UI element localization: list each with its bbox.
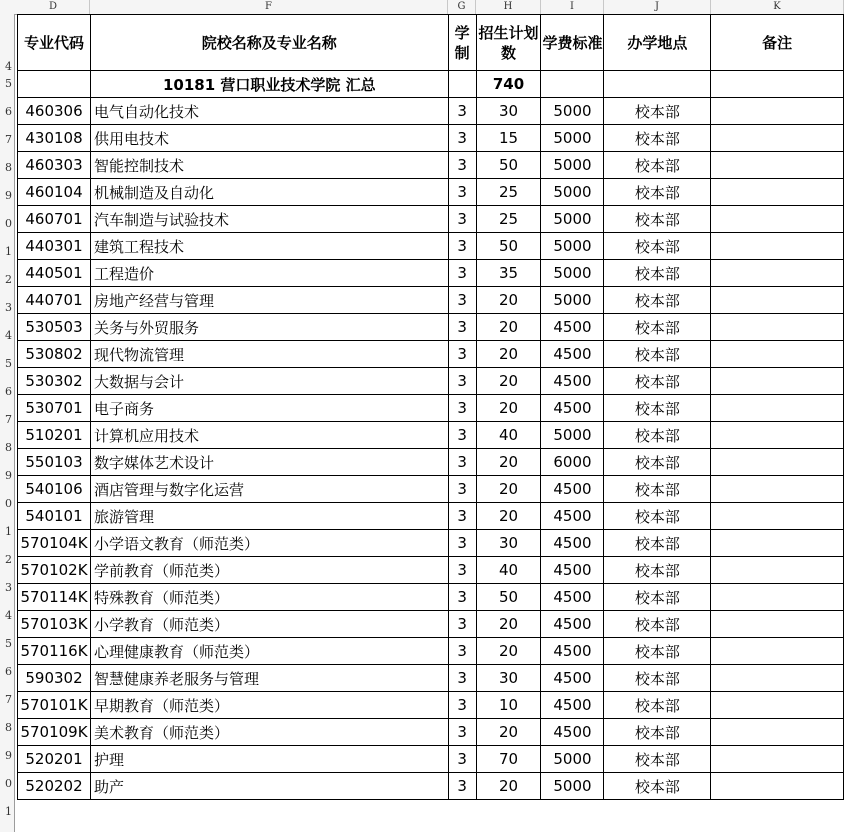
- row-number[interactable]: 6: [5, 105, 12, 118]
- row-number[interactable]: 8: [5, 161, 12, 174]
- code-cell[interactable]: 570116K: [18, 638, 91, 665]
- name-cell[interactable]: 电气自动化技术: [90, 98, 448, 125]
- column-header-f[interactable]: F: [90, 0, 448, 14]
- header-name[interactable]: 院校名称及专业名称: [90, 15, 448, 71]
- table-row: [18, 665, 844, 692]
- note-cell[interactable]: [711, 341, 844, 368]
- location-cell[interactable]: 校本部: [604, 422, 711, 449]
- years-cell[interactable]: 3: [448, 503, 476, 530]
- fee-cell[interactable]: 5000: [541, 233, 604, 260]
- column-header-d[interactable]: D: [17, 0, 90, 14]
- code-cell[interactable]: 540101: [18, 503, 91, 530]
- name-cell[interactable]: 房地产经营与管理: [90, 287, 448, 314]
- fee-cell[interactable]: 4500: [541, 692, 604, 719]
- row-number[interactable]: 9: [5, 749, 12, 762]
- summary-plan-cell[interactable]: 740: [476, 71, 541, 98]
- years-cell[interactable]: 3: [448, 746, 476, 773]
- table-row: [18, 476, 844, 503]
- fee-cell[interactable]: 4500: [541, 665, 604, 692]
- row-number[interactable]: 2: [5, 273, 12, 286]
- plan-cell[interactable]: 20: [476, 314, 541, 341]
- note-cell[interactable]: [711, 422, 844, 449]
- row-number[interactable]: 6: [5, 385, 12, 398]
- note-cell[interactable]: [711, 503, 844, 530]
- name-cell[interactable]: 早期教育（师范类）: [90, 692, 448, 719]
- table-row: [18, 287, 844, 314]
- years-cell[interactable]: 3: [448, 665, 476, 692]
- column-header-j[interactable]: J: [604, 0, 711, 14]
- code-cell[interactable]: 570101K: [18, 692, 91, 719]
- note-cell[interactable]: [711, 584, 844, 611]
- table-row: [18, 179, 844, 206]
- table-row: [18, 584, 844, 611]
- note-cell[interactable]: [711, 368, 844, 395]
- plan-cell[interactable]: 30: [476, 98, 541, 125]
- plan-cell[interactable]: 25: [476, 179, 541, 206]
- plan-cell[interactable]: 20: [476, 368, 541, 395]
- note-cell[interactable]: [711, 260, 844, 287]
- location-cell[interactable]: 校本部: [604, 206, 711, 233]
- name-cell[interactable]: 现代物流管理: [90, 341, 448, 368]
- code-cell[interactable]: 440301: [18, 233, 91, 260]
- row-number[interactable]: 3: [5, 581, 12, 594]
- location-cell[interactable]: 校本部: [604, 773, 711, 800]
- code-cell[interactable]: 460701: [18, 206, 91, 233]
- table-row: [18, 368, 844, 395]
- years-cell[interactable]: 3: [448, 719, 476, 746]
- note-cell[interactable]: [711, 449, 844, 476]
- row-number[interactable]: 4: [5, 329, 12, 342]
- name-cell[interactable]: 心理健康教育（师范类）: [90, 638, 448, 665]
- note-cell[interactable]: [711, 206, 844, 233]
- column-header-k[interactable]: K: [711, 0, 844, 14]
- column-header-bar: [0, 0, 844, 15]
- name-cell[interactable]: 机械制造及自动化: [90, 179, 448, 206]
- header-row: [18, 15, 844, 71]
- location-cell[interactable]: 校本部: [604, 611, 711, 638]
- header-fee[interactable]: 学费标准: [541, 15, 604, 71]
- years-cell[interactable]: 3: [448, 422, 476, 449]
- plan-cell[interactable]: 20: [476, 476, 541, 503]
- fee-cell[interactable]: 5000: [541, 98, 604, 125]
- location-cell[interactable]: 校本部: [604, 476, 711, 503]
- code-cell[interactable]: 550103: [18, 449, 91, 476]
- plan-cell[interactable]: 20: [476, 611, 541, 638]
- plan-cell[interactable]: 20: [476, 773, 541, 800]
- summary-code-cell[interactable]: [18, 71, 91, 98]
- name-cell[interactable]: 计算机应用技术: [90, 422, 448, 449]
- table-row: [18, 98, 844, 125]
- fee-cell[interactable]: 5000: [541, 179, 604, 206]
- fee-cell[interactable]: 4500: [541, 476, 604, 503]
- location-cell[interactable]: 校本部: [604, 179, 711, 206]
- location-cell[interactable]: 校本部: [604, 98, 711, 125]
- code-cell[interactable]: 430108: [18, 125, 91, 152]
- row-number[interactable]: 9: [5, 189, 12, 202]
- summary-fee-cell[interactable]: [541, 71, 604, 98]
- row-number[interactable]: 7: [5, 133, 12, 146]
- plan-cell[interactable]: 15: [476, 125, 541, 152]
- table-row: [18, 692, 844, 719]
- name-cell[interactable]: 学前教育（师范类）: [90, 557, 448, 584]
- fee-cell[interactable]: 4500: [541, 557, 604, 584]
- name-cell[interactable]: 小学语文教育（师范类）: [90, 530, 448, 557]
- fee-cell[interactable]: 4500: [541, 368, 604, 395]
- fee-cell[interactable]: 5000: [541, 746, 604, 773]
- location-cell[interactable]: 校本部: [604, 638, 711, 665]
- row-number[interactable]: 8: [5, 441, 12, 454]
- location-cell[interactable]: 校本部: [604, 341, 711, 368]
- name-cell[interactable]: 美术教育（师范类）: [90, 719, 448, 746]
- note-cell[interactable]: [711, 611, 844, 638]
- summary-row: [18, 71, 844, 98]
- note-cell[interactable]: [711, 233, 844, 260]
- row-header-column: [0, 14, 15, 832]
- years-cell[interactable]: 3: [448, 584, 476, 611]
- years-cell[interactable]: 3: [448, 206, 476, 233]
- code-cell[interactable]: 440501: [18, 260, 91, 287]
- plan-cell[interactable]: 20: [476, 449, 541, 476]
- row-number[interactable]: 7: [5, 413, 12, 426]
- code-cell[interactable]: 460303: [18, 152, 91, 179]
- fee-cell[interactable]: 4500: [541, 503, 604, 530]
- note-cell[interactable]: [711, 152, 844, 179]
- fee-cell[interactable]: 5000: [541, 422, 604, 449]
- code-cell[interactable]: 520202: [18, 773, 91, 800]
- years-cell[interactable]: 3: [448, 530, 476, 557]
- years-cell[interactable]: 3: [448, 125, 476, 152]
- name-cell[interactable]: 特殊教育（师范类）: [90, 584, 448, 611]
- header-location[interactable]: 办学地点: [604, 15, 711, 71]
- table-row: [18, 260, 844, 287]
- plan-cell[interactable]: 20: [476, 719, 541, 746]
- fee-cell[interactable]: 4500: [541, 314, 604, 341]
- code-cell[interactable]: 460306: [18, 98, 91, 125]
- location-cell[interactable]: 校本部: [604, 503, 711, 530]
- name-cell[interactable]: 智能控制技术: [90, 152, 448, 179]
- location-cell[interactable]: 校本部: [604, 395, 711, 422]
- code-cell[interactable]: 540106: [18, 476, 91, 503]
- note-cell[interactable]: [711, 746, 844, 773]
- note-cell[interactable]: [711, 719, 844, 746]
- location-cell[interactable]: 校本部: [604, 287, 711, 314]
- code-cell[interactable]: 510201: [18, 422, 91, 449]
- note-cell[interactable]: [711, 98, 844, 125]
- location-cell[interactable]: 校本部: [604, 692, 711, 719]
- code-cell[interactable]: 570104K: [18, 530, 91, 557]
- code-cell[interactable]: 530503: [18, 314, 91, 341]
- column-header-i[interactable]: I: [541, 0, 604, 14]
- years-cell[interactable]: 3: [448, 692, 476, 719]
- note-cell[interactable]: [711, 557, 844, 584]
- name-cell[interactable]: 助产: [90, 773, 448, 800]
- summary-location-cell[interactable]: [604, 71, 711, 98]
- name-cell[interactable]: 酒店管理与数字化运营: [90, 476, 448, 503]
- header-code[interactable]: 专业代码: [18, 15, 91, 71]
- table-row: [18, 449, 844, 476]
- row-number[interactable]: 2: [5, 553, 12, 566]
- years-cell[interactable]: 3: [448, 395, 476, 422]
- table-row: [18, 125, 844, 152]
- fee-cell[interactable]: 4500: [541, 530, 604, 557]
- name-cell[interactable]: 旅游管理: [90, 503, 448, 530]
- note-cell[interactable]: [711, 665, 844, 692]
- location-cell[interactable]: 校本部: [604, 260, 711, 287]
- header-plan[interactable]: 招生计划数: [476, 15, 541, 71]
- plan-cell[interactable]: 20: [476, 341, 541, 368]
- fee-cell[interactable]: 5000: [541, 125, 604, 152]
- location-cell[interactable]: 校本部: [604, 665, 711, 692]
- table-row: [18, 341, 844, 368]
- table-row: [18, 395, 844, 422]
- location-cell[interactable]: 校本部: [604, 449, 711, 476]
- row-number[interactable]: 1: [5, 805, 12, 818]
- column-header-g[interactable]: G: [448, 0, 476, 14]
- header-years[interactable]: 学制: [448, 15, 476, 71]
- location-cell[interactable]: 校本部: [604, 584, 711, 611]
- name-cell[interactable]: 数字媒体艺术设计: [90, 449, 448, 476]
- note-cell[interactable]: [711, 395, 844, 422]
- years-cell[interactable]: 3: [448, 611, 476, 638]
- code-cell[interactable]: 530701: [18, 395, 91, 422]
- years-cell[interactable]: 3: [448, 449, 476, 476]
- location-cell[interactable]: 校本部: [604, 314, 711, 341]
- fee-cell[interactable]: 4500: [541, 584, 604, 611]
- note-cell[interactable]: [711, 287, 844, 314]
- note-cell[interactable]: [711, 314, 844, 341]
- row-number[interactable]: 0: [5, 217, 12, 230]
- table-row: [18, 773, 844, 800]
- note-cell[interactable]: [711, 125, 844, 152]
- years-cell[interactable]: 3: [448, 287, 476, 314]
- table-row: [18, 746, 844, 773]
- row-number[interactable]: 1: [5, 245, 12, 258]
- fee-cell[interactable]: 4500: [541, 611, 604, 638]
- note-cell[interactable]: [711, 530, 844, 557]
- location-cell[interactable]: 校本部: [604, 530, 711, 557]
- fee-cell[interactable]: 4500: [541, 638, 604, 665]
- table-row: [18, 503, 844, 530]
- fee-cell[interactable]: 5000: [541, 206, 604, 233]
- name-cell[interactable]: 大数据与会计: [90, 368, 448, 395]
- code-cell[interactable]: 570114K: [18, 584, 91, 611]
- years-cell[interactable]: 3: [448, 557, 476, 584]
- fee-cell[interactable]: 4500: [541, 341, 604, 368]
- table-row: [18, 557, 844, 584]
- row-number[interactable]: 4: [5, 609, 12, 622]
- plan-cell[interactable]: 70: [476, 746, 541, 773]
- plan-cell[interactable]: 50: [476, 233, 541, 260]
- row-number[interactable]: 5: [5, 637, 12, 650]
- table-row: [18, 314, 844, 341]
- plan-cell[interactable]: 35: [476, 260, 541, 287]
- header-note[interactable]: 备注: [711, 15, 844, 71]
- plan-cell[interactable]: 20: [476, 638, 541, 665]
- years-cell[interactable]: 3: [448, 152, 476, 179]
- location-cell[interactable]: 校本部: [604, 719, 711, 746]
- location-cell[interactable]: 校本部: [604, 746, 711, 773]
- table-row: [18, 206, 844, 233]
- years-cell[interactable]: 3: [448, 98, 476, 125]
- plan-cell[interactable]: 25: [476, 206, 541, 233]
- fee-cell[interactable]: 4500: [541, 395, 604, 422]
- row-number[interactable]: 5: [5, 357, 12, 370]
- row-number[interactable]: 7: [5, 693, 12, 706]
- row-number[interactable]: 6: [5, 665, 12, 678]
- years-cell[interactable]: 3: [448, 476, 476, 503]
- plan-cell[interactable]: 20: [476, 287, 541, 314]
- code-cell[interactable]: 520201: [18, 746, 91, 773]
- summary-note-cell[interactable]: [711, 71, 844, 98]
- table-row: [18, 152, 844, 179]
- table-row: [18, 530, 844, 557]
- row-number[interactable]: 1: [5, 525, 12, 538]
- plan-cell[interactable]: 10: [476, 692, 541, 719]
- row-number[interactable]: 3: [5, 301, 12, 314]
- code-cell[interactable]: 460104: [18, 179, 91, 206]
- plan-cell[interactable]: 20: [476, 503, 541, 530]
- years-cell[interactable]: 3: [448, 260, 476, 287]
- location-cell[interactable]: 校本部: [604, 152, 711, 179]
- plan-cell[interactable]: 30: [476, 665, 541, 692]
- name-cell[interactable]: 供用电技术: [90, 125, 448, 152]
- name-cell[interactable]: 小学教育（师范类）: [90, 611, 448, 638]
- note-cell[interactable]: [711, 773, 844, 800]
- code-cell[interactable]: 440701: [18, 287, 91, 314]
- code-cell[interactable]: 590302: [18, 665, 91, 692]
- plan-cell[interactable]: 30: [476, 530, 541, 557]
- fee-cell[interactable]: 5000: [541, 773, 604, 800]
- table-row: [18, 638, 844, 665]
- code-cell[interactable]: 570103K: [18, 611, 91, 638]
- name-cell[interactable]: 智慧健康养老服务与管理: [90, 665, 448, 692]
- years-cell[interactable]: 3: [448, 341, 476, 368]
- code-cell[interactable]: 530802: [18, 341, 91, 368]
- row-number[interactable]: 8: [5, 721, 12, 734]
- location-cell[interactable]: 校本部: [604, 368, 711, 395]
- fee-cell[interactable]: 5000: [541, 260, 604, 287]
- plan-cell[interactable]: 50: [476, 152, 541, 179]
- table-row: [18, 422, 844, 449]
- location-cell[interactable]: 校本部: [604, 557, 711, 584]
- code-cell[interactable]: 570102K: [18, 557, 91, 584]
- code-cell[interactable]: 530302: [18, 368, 91, 395]
- row-number[interactable]: 0: [5, 497, 12, 510]
- table-row: [18, 233, 844, 260]
- fee-cell[interactable]: 5000: [541, 287, 604, 314]
- row-number[interactable]: 5: [5, 77, 12, 90]
- years-cell[interactable]: 3: [448, 179, 476, 206]
- years-cell[interactable]: 3: [448, 233, 476, 260]
- plan-cell[interactable]: 40: [476, 422, 541, 449]
- name-cell[interactable]: 汽车制造与试验技术: [90, 206, 448, 233]
- plan-cell[interactable]: 50: [476, 584, 541, 611]
- note-cell[interactable]: [711, 179, 844, 206]
- plan-cell[interactable]: 40: [476, 557, 541, 584]
- note-cell[interactable]: [711, 476, 844, 503]
- fee-cell[interactable]: 4500: [541, 719, 604, 746]
- table-row: [18, 719, 844, 746]
- name-cell[interactable]: 电子商务: [90, 395, 448, 422]
- summary-years-cell[interactable]: [448, 71, 476, 98]
- note-cell[interactable]: [711, 638, 844, 665]
- name-cell[interactable]: 关务与外贸服务: [90, 314, 448, 341]
- row-number[interactable]: 4: [5, 60, 12, 73]
- fee-cell[interactable]: 6000: [541, 449, 604, 476]
- location-cell[interactable]: 校本部: [604, 233, 711, 260]
- row-number[interactable]: 9: [5, 469, 12, 482]
- name-cell[interactable]: 护理: [90, 746, 448, 773]
- summary-name-cell[interactable]: 10181 营口职业技术学院 汇总: [90, 71, 448, 98]
- enrollment-table: [17, 14, 844, 800]
- table-row: [18, 611, 844, 638]
- note-cell[interactable]: [711, 692, 844, 719]
- years-cell[interactable]: 3: [448, 368, 476, 395]
- years-cell[interactable]: 3: [448, 314, 476, 341]
- name-cell[interactable]: 建筑工程技术: [90, 233, 448, 260]
- row-number[interactable]: 0: [5, 777, 12, 790]
- years-cell[interactable]: 3: [448, 638, 476, 665]
- code-cell[interactable]: 570109K: [18, 719, 91, 746]
- column-header-h[interactable]: H: [476, 0, 541, 14]
- name-cell[interactable]: 工程造价: [90, 260, 448, 287]
- plan-cell[interactable]: 20: [476, 395, 541, 422]
- location-cell[interactable]: 校本部: [604, 125, 711, 152]
- fee-cell[interactable]: 5000: [541, 152, 604, 179]
- years-cell[interactable]: 3: [448, 773, 476, 800]
